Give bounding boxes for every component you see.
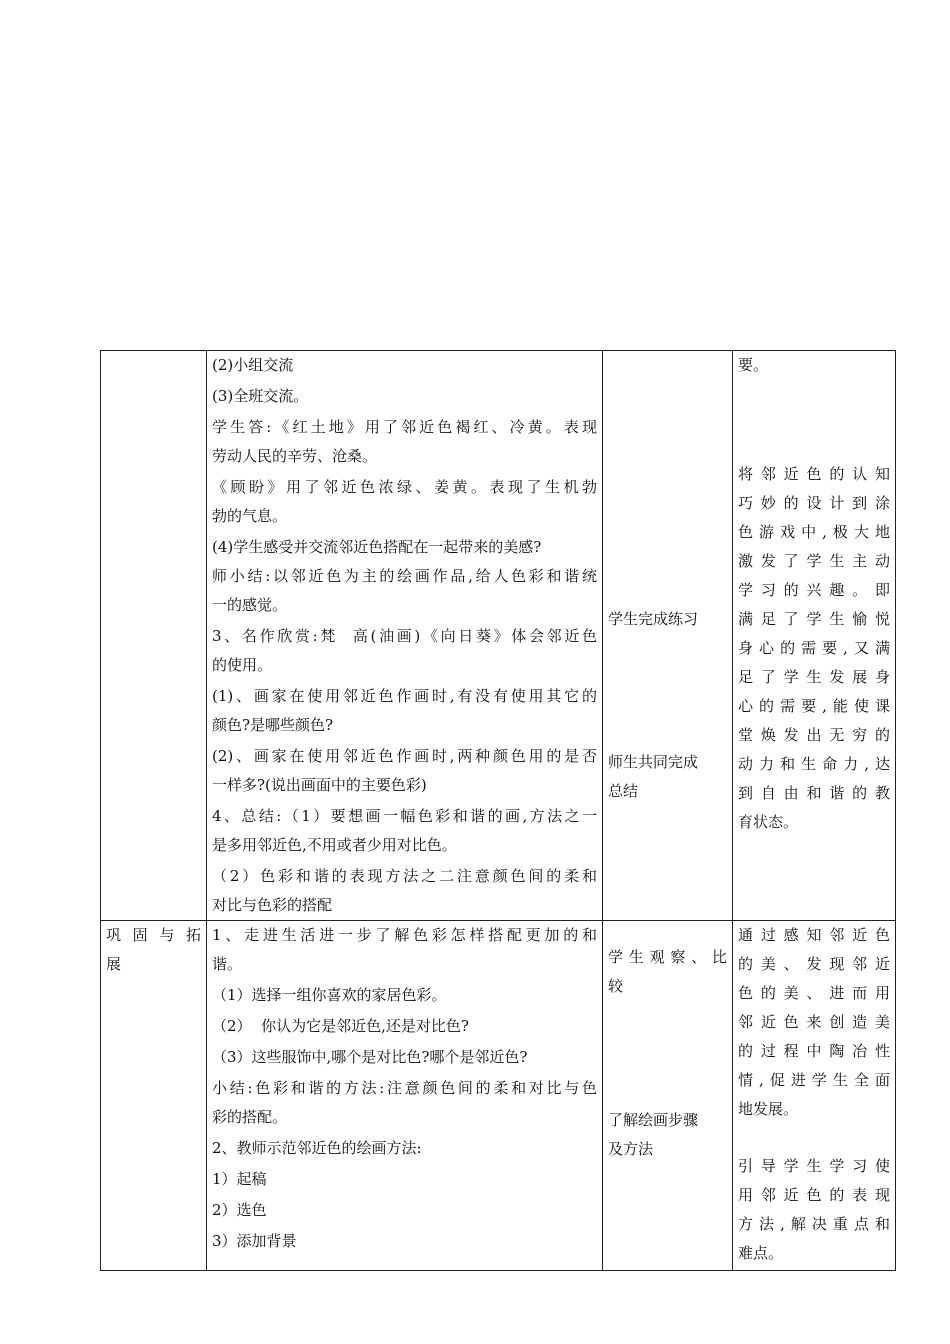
intent-line: 难点。 [738,1244,784,1262]
stage-cell [101,351,207,921]
intent-line: 用邻近色的表现 [738,1186,890,1204]
intent-line: 要。 [738,356,769,374]
content-line: 师小结:以邻近色为主的绘画作品,给人色彩和谐统 [212,567,597,585]
intent-line: 满足了学生愉悦 [738,610,890,628]
content-line: （2） 你认为它是邻近色,还是对比色? [212,1017,469,1035]
content-line: 《顾盼》用了邻近色浓绿、姜黄。表现了生机勃 [212,478,597,496]
intent-line: 堂焕发出无穷的 [738,726,890,744]
content-line: 是多用邻近色,不用或者少用对比色。 [212,836,457,854]
student-activity-line: 了解绘画步骤 [608,1111,699,1129]
intent-line: 足了学生发展身 [738,668,890,686]
content-line: (4)学生感受并交流邻近色搭配在一起带来的美感? [212,538,542,556]
content-line: 劳动人民的辛劳、沧桑。 [212,447,378,465]
stage-line: 展 [106,955,122,973]
student-activity-line: 总结 [608,782,639,800]
content-line: (2)小组交流 [212,356,294,374]
content-line: 谐。 [212,955,243,973]
intent-line: 引导学生学习使 [738,1157,890,1175]
intent-line: 邻近色来创造美 [738,1013,890,1031]
content-line: 1、走进生活进一步了解色彩怎样搭配更加的和 [212,926,597,944]
table-row [101,351,896,921]
intent-line: 到自由和谐的教 [738,784,890,802]
content-line: 一的感觉。 [212,596,288,614]
content-line: 彩的搭配。 [212,1108,288,1126]
content-cell [207,921,603,1271]
design-intent-cell [733,351,896,921]
content-line: 3、名作欣赏:梵 高(油画)《向日葵》体会邻近色 [212,627,597,645]
content-line: 学生答:《红土地》用了邻近色褐红、冷黄。表现 [212,418,597,436]
intent-line: 将邻近色的认知 [738,465,890,483]
student-activity-cell [603,351,733,921]
student-activity-line: 师生共同完成 [608,753,699,771]
intent-line: 通过感知邻近色 [738,926,890,944]
content-line: (3)全班交流。 [212,387,309,405]
intent-line: 地发展。 [738,1100,799,1118]
intent-line: 情,促进学生全面 [738,1071,890,1089]
intent-line: 激发了学生主动 [738,552,890,570]
content-line: （1）选择一组你喜欢的家居色彩。 [212,986,447,1004]
student-activity-line: 及方法 [608,1140,654,1158]
intent-line: 的美、发现邻近 [738,955,890,973]
stage-line: 巩固与拓 [106,926,201,944]
content-line: 4、总结:（1）要想画一幅色彩和谐的画,方法之一 [212,807,597,825]
intent-line: 育状态。 [738,813,799,831]
intent-line: 巧妙的设计到涂 [738,494,890,512]
content-line: （3）这些服饰中,哪个是对比色?哪个是邻近色? [212,1048,528,1066]
intent-line: 方法,解决重点和 [738,1215,890,1233]
content-line: 2、教师示范邻近色的绘画方法: [212,1139,422,1157]
content-line: 对比与色彩的搭配 [212,896,333,914]
intent-line: 色的美、进而用 [738,984,890,1002]
content-line: 勃的气息。 [212,507,288,525]
content-line: （2）色彩和谐的表现方法之二注意颜色间的柔和 [212,867,597,885]
content-line: (1)、画家在使用邻近色作画时,有没有使用其它的 [212,687,597,705]
content-line: 一样多?(说出画面中的主要色彩) [212,776,427,794]
student-activity-line: 较 [608,977,624,995]
content-line: 小结:色彩和谐的方法:注意颜色间的柔和对比与色 [212,1079,597,1097]
content-line: 的使用。 [212,656,273,674]
content-line: 2）选色 [212,1201,267,1219]
content-line: 1）起稿 [212,1170,267,1188]
table-row [101,921,896,1271]
content-line: 颜色?是哪些颜色? [212,716,334,734]
intent-line: 色游戏中,极大地 [738,523,890,541]
student-activity-line: 学生完成练习 [608,610,699,628]
intent-line: 学习的兴趣。即 [738,581,890,599]
stage-cell [101,921,207,1271]
content-line: 3）添加背景 [212,1232,297,1250]
intent-line: 心的需要,能使课 [738,697,890,715]
student-activity-line: 学生观察、比 [608,948,727,966]
intent-line: 的过程中陶冶性 [738,1042,890,1060]
student-activity-cell [603,921,733,1271]
lesson-plan-table [100,350,896,1271]
design-intent-cell [733,921,896,1271]
content-cell [207,351,603,921]
content-line: (2)、画家在使用邻近色作画时,两种颜色用的是否 [212,747,597,765]
intent-line: 动力和生命力,达 [738,755,890,773]
intent-line: 身心的需要,又满 [738,639,890,657]
